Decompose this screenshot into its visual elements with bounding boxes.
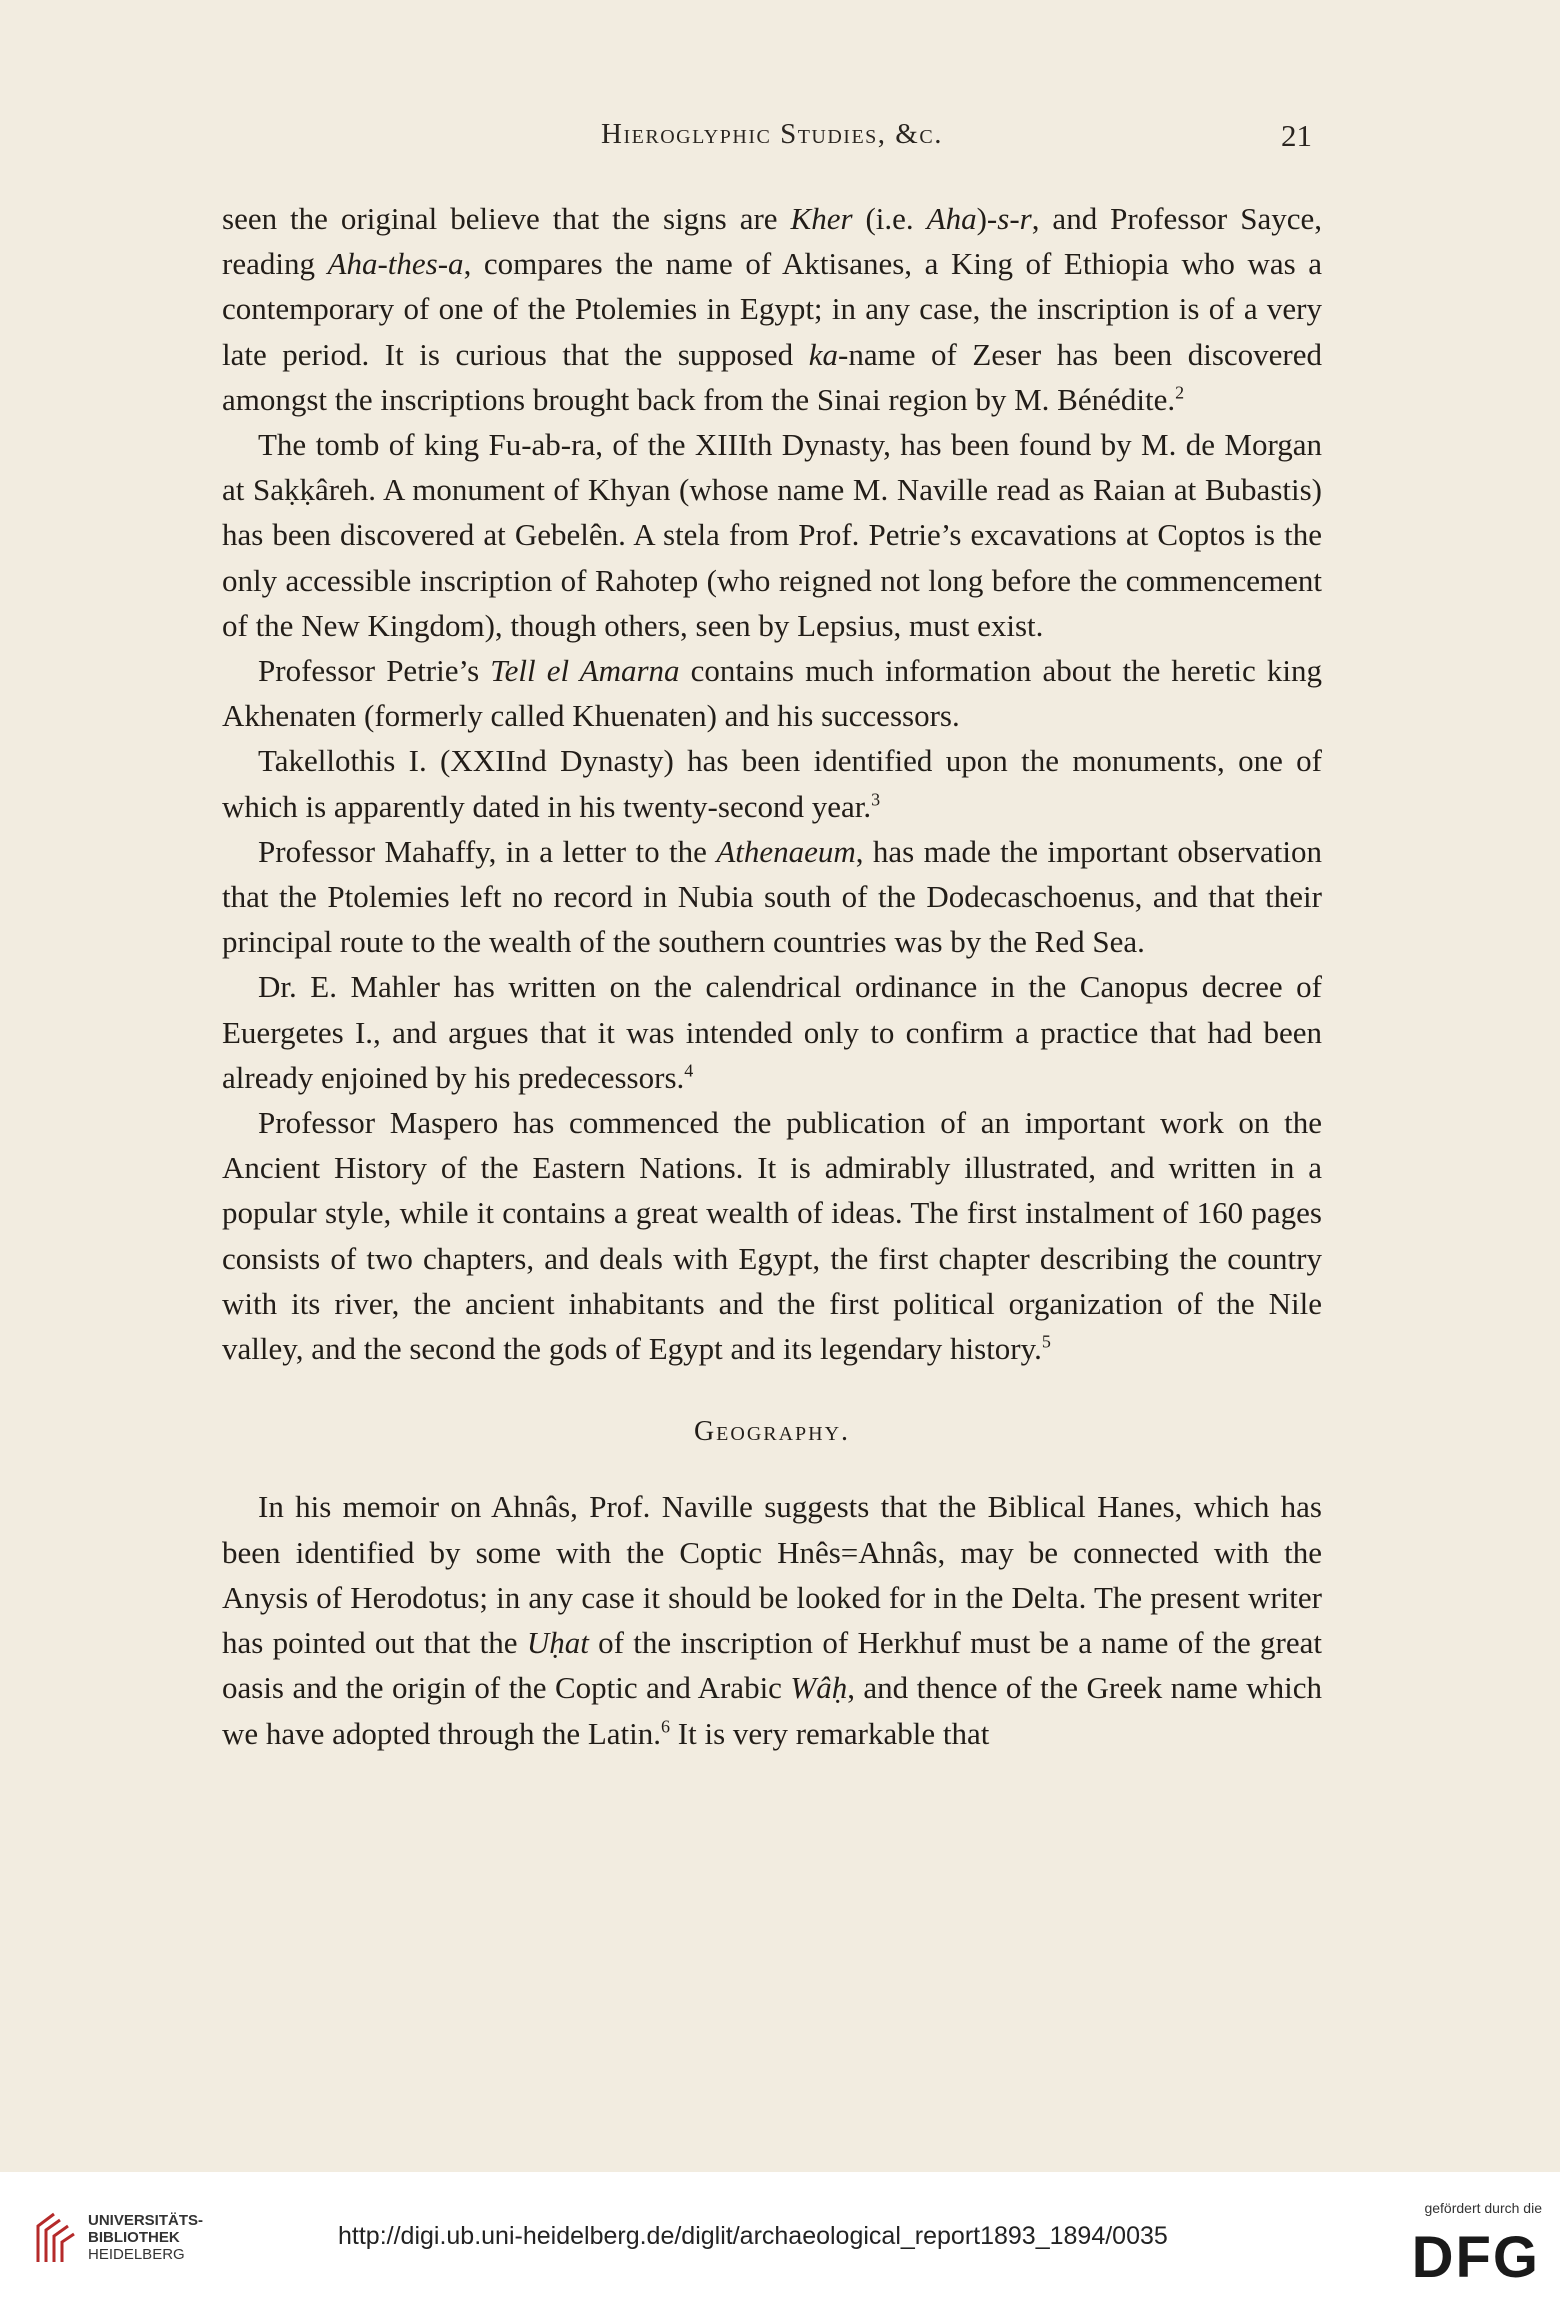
- source-url-link[interactable]: http://digi.ub.uni-heidelberg.de/diglit/archaeological_report1893_1894/0035: [338, 2222, 1168, 2250]
- paragraph-8: In his memoir on Ahnâs, Prof. Naville suggests that the Biblical Hanes, which has been identified by some with the Coptic Hnês=Ahnâs, may be connected with the Anysis of Herodotus; in any case it should be looked for in the Delta. The present writer has pointed out that the Uḥat of the inscription of Herkhuf must be a name of the great oasis and the origin of the Coptic and Arabic Wâḥ, and thence of the Greek name which we have adopted through the Latin.$^6$ It is very remarkable that: [222, 1489, 1323, 1751]
- section-heading-geography: Geography.: [693, 1416, 851, 1448]
- paragraph-4: Takellothis I. (XXIInd Dynasty) has been identified upon the monuments, one of which is apparently dated in his twenty-second year.$^3$: [222, 743, 1322, 824]
- dfg-logo: DFG: [1411, 2225, 1540, 2290]
- paragraph-1: seen the original believe that the signs are Kher (i.e. Aha)-s-r, and Professor Sayce, reading Aha-thes-a, compares the name of Aktisanes, a King of Ethiopia who was a contemporary of one of the Ptolemies in Egypt; in any case, the inscription is of a very late period. It is curious that the supposed ka-name of Zeser has been discovered amongst the inscriptions brought back from the Sinai region by M. Bénédite.$^2$: [222, 201, 1322, 417]
- paragraph-3: Professor Petrie’s Tell el Amarna contains much information about the heretic king Akhenaten (formerly called Khuenaten) and his successors.: [222, 653, 1322, 734]
- paragraph-7: Professor Maspero has commenced the publication of an important work on the Ancient History of the Eastern Nations. It is admirably illustrated, and written in a popular style, while it contains a great wealth of ideas. The first instalment of 160 pages consists of two chapters, and deals with Egypt, the first chapter describing the country with its river, the ancient inhabitants and the first political organization of the Nile valley, and the second the gods of Egypt and its legendary history.$^5$: [222, 1105, 1322, 1367]
- library-line-2: BIBLIOTHEK: [88, 2229, 180, 2246]
- paragraph-6: Dr. E. Mahler has written on the calendrical ordinance in the Canopus decree of Euergetes I., and argues that it was intended only to confirm a practice that had been already enjoined by his predecessors.$^4$: [222, 969, 1322, 1095]
- paragraph-5: Professor Mahaffy, in a letter to the Athenaeum, has made the important observation that the Ptolemies left no record in Nubia south of the Dodecaschoenus, and that their principal route to the wealth of the southern countries was by the Red Sea.: [222, 833, 1322, 960]
- page-header: [222, 118, 1322, 168]
- paragraph-2: The tomb of king Fu-ab-ra, of the XIIIth Dynasty, has been found by M. de Morgan at Saḳḳâreh. A monument of Khyan (whose name M. Naville read as Raian at Bubastis) has been discovered at Gebelên. A stela from Prof. Petrie’s excavations at Coptos is the only accessible inscription of Rahotep (who reigned not long before the commencement of the New Kingdom), though others, seen by Lepsius, must exist.: [222, 427, 1322, 643]
- library-line-3: HEIDELBERG: [88, 2246, 185, 2263]
- running-title: Hieroglyphic Studies, &c.: [601, 118, 943, 150]
- digitization-footer: [0, 2172, 1560, 2306]
- funded-by-text: gefördert durch die: [1424, 2200, 1542, 2216]
- library-name: [88, 2212, 203, 2263]
- library-line-1: UNIVERSITÄTS-: [88, 2212, 204, 2229]
- ub-heidelberg-logo-icon[interactable]: [34, 2210, 78, 2266]
- body-text: [222, 196, 1322, 1756]
- page-number: 21: [1281, 118, 1312, 153]
